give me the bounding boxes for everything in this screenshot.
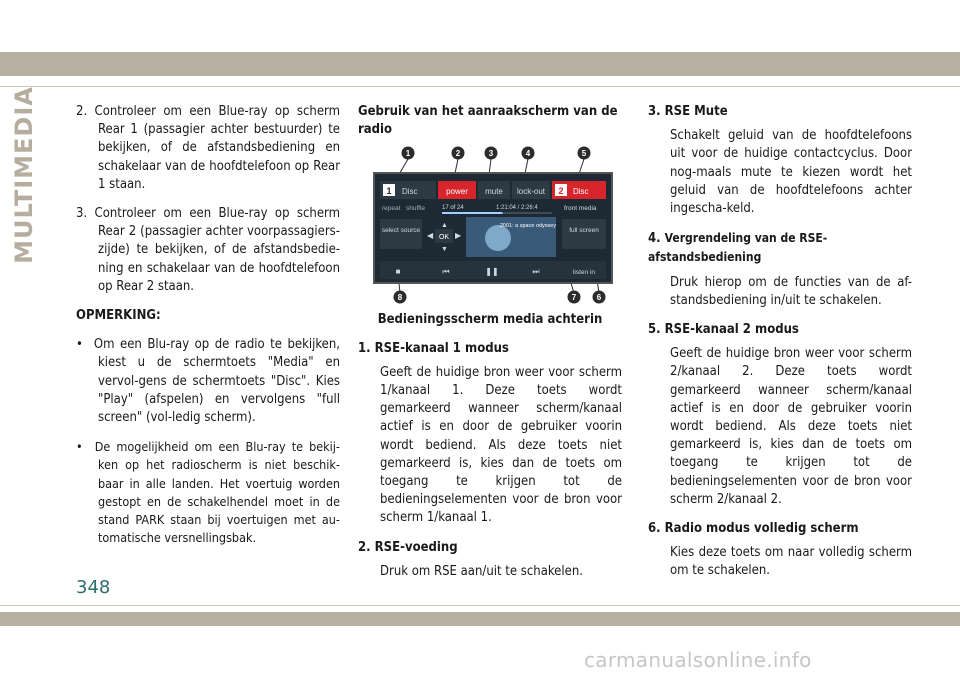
rear-media-figure [358, 145, 622, 305]
bullet-mark: • [76, 337, 83, 353]
top-rule [0, 86, 960, 87]
pause-icon: ❚❚ [485, 267, 499, 277]
item-3-heading [648, 103, 912, 121]
callout-7: 7 [571, 293, 577, 303]
item-2-title: RSE-voeding [374, 539, 458, 555]
tab-2-label: Disc [573, 187, 589, 197]
callout-5: 5 [581, 149, 587, 159]
page-number: 348 [76, 577, 111, 598]
figure-svg [358, 145, 622, 305]
track-count: 17 of 24 [442, 205, 464, 212]
bottom-decor-band [0, 612, 960, 626]
power-label: power [446, 187, 468, 197]
step-3-number: 3. [76, 206, 88, 222]
full-screen-button [562, 219, 606, 249]
section-tab-label: MULTIMEDIA [10, 86, 38, 264]
note-heading: OPMERKING: [76, 308, 161, 324]
tab-2-number: 2 [558, 186, 564, 197]
callout-3: 3 [488, 149, 494, 159]
callout-1: 1 [405, 149, 411, 159]
bullet-mark: • [76, 439, 83, 455]
listen-in-label: listen in [572, 269, 596, 277]
item-1-title: RSE-kanaal 1 modus [374, 340, 509, 356]
item-4-text: Druk hierop om de functies van de af-standsbediening in/uit te schakelen. [670, 274, 912, 308]
select-source-button [380, 219, 422, 249]
next-icon: ⏭ [532, 267, 540, 277]
item-2-heading [358, 539, 622, 557]
item-6-heading [648, 520, 912, 538]
callout-4: 4 [525, 149, 531, 159]
item-3-title: RSE Mute [664, 104, 728, 119]
tab-1-number: 1 [386, 186, 392, 197]
item-1-number: 1. [358, 340, 371, 356]
step-3 [76, 205, 340, 296]
item-6-text: Kies deze toets om naar volledig scherm om te schakelen. [670, 545, 912, 579]
item-3-text: Schakelt geluid van de hoofdtelefoons uit voor de huidige contactcyclus. Door nog-maals mute te kiezen wordt het geluid van de hoofdtelefoons achter ingescha-keld. [670, 128, 912, 217]
item-6-title: Radio modus volledig scherm [664, 521, 859, 537]
item-3-number: 3. [648, 104, 661, 119]
item-6-number: 6. [648, 521, 661, 537]
item-5-heading [648, 321, 912, 339]
bottom-rule [0, 605, 960, 606]
step-2-text: Controleer om een Blue-ray op scherm Rear 1 (passagier achter bestuurder) te bekijken, of de afstandsbediening en schakelaar van de hoofdtelefoon op Rear 1 staan. [94, 104, 340, 192]
progress-fill [442, 212, 503, 214]
note-bullet-2-text: De mogelijkheid om een Blu-ray te bekij-ken op het radioscherm is niet beschik-baar in alle landen. Het voertuig worden gestopt en de schakelhendel moet in de stand PARK staan bij voertuigen met au-tomatische versnellingsbak. [94, 439, 340, 546]
column-right [648, 103, 912, 592]
step-2-number: 2. [76, 104, 88, 119]
section-heading: Gebruik van het aanraakscherm van de radio [358, 104, 618, 138]
top-decor-band [0, 52, 960, 76]
previous-icon: ⏮ [442, 267, 450, 277]
ok-label: OK [438, 234, 450, 242]
item-2-number: 2. [358, 539, 371, 555]
up-arrow-icon: ▲ [441, 222, 448, 230]
step-2 [76, 103, 340, 194]
callout-2: 2 [455, 149, 461, 159]
note-bullet-1 [76, 336, 340, 427]
item-4-title: Vergrendeling van de RSE-afstandsbediening [648, 231, 828, 265]
column-left [76, 103, 340, 558]
mute-label: mute [485, 187, 503, 197]
tab-1-label: Disc [402, 187, 418, 197]
full-screen-label: full screen [569, 227, 599, 235]
select-source-label: select source [381, 227, 421, 235]
note-bullet-2 [76, 438, 340, 547]
item-2-text: Druk om RSE aan/uit te schakelen. [380, 563, 583, 579]
figure-caption: Bedieningsscherm media achterin [377, 312, 603, 328]
item-5-title: RSE-kanaal 2 modus [664, 322, 799, 338]
column-middle [358, 103, 622, 592]
lockout-label: lock-out [516, 187, 546, 197]
section-tab [6, 86, 42, 264]
note-bullet-1-text: Om een Blu-ray op de radio te bekijken, kiest u de schermtoets "Media" en vervol-gens de schermtoets "Disc". Kies "Play" (afspelen) en vervolgens "full screen" (vol-ledig scherm). [93, 337, 340, 426]
media-title: 2001: a space odyssey [499, 223, 557, 230]
item-5-text: Geeft de huidige bron weer voor scherm 2/kanaal 2. Deze toets wordt gemarkeerd wanneer scherm/kanaal actief is en door de gebruiker voorin wordt bediend. Als deze toets niet gemarkeerd is, kies dan de toets om toegang te krijgen tot de bedieningselementen voor de bron voor scherm 2/kanaal 2. [670, 346, 912, 507]
right-arrow-icon: ▶ [455, 231, 462, 241]
item-1-text: Geeft de huidige bron weer voor scherm 1/kanaal 1. Deze toets wordt gemarkeerd wanneer scherm/kanaal actief is en door de gebruiker voorin wordt bediend. Als deze toets niet gemarkeerd is, kies dan de toets om toegang te krijgen tot de bedieningselementen voor de bron voor scherm 1/kanaal 1. [380, 364, 622, 526]
down-arrow-icon: ▼ [441, 246, 448, 254]
time-readout: 1:21:04 / 2:26:4 [496, 205, 538, 212]
front-media-label: front media [564, 205, 597, 213]
shuffle-label: shuffle [406, 205, 426, 213]
callout-8: 8 [397, 293, 403, 303]
stop-icon: ■ [395, 267, 401, 277]
item-4-number: 4. [648, 231, 661, 247]
item-4-heading [648, 229, 912, 267]
item-5-number: 5. [648, 322, 661, 338]
callout-6: 6 [596, 293, 602, 303]
step-3-text: Controleer om een Blue-ray op scherm Rear 2 (passagier achter voorpassagiers-zijde) te bekijken, of de afstandsbedie-ning en schakelaar van de hoofdtelefoon op Rear 2 staan. [94, 206, 340, 294]
item-1-heading [358, 340, 622, 358]
left-arrow-icon: ◀ [427, 231, 434, 241]
watermark: carmanualsonline.info [584, 648, 812, 672]
repeat-label: repeat [382, 205, 401, 213]
